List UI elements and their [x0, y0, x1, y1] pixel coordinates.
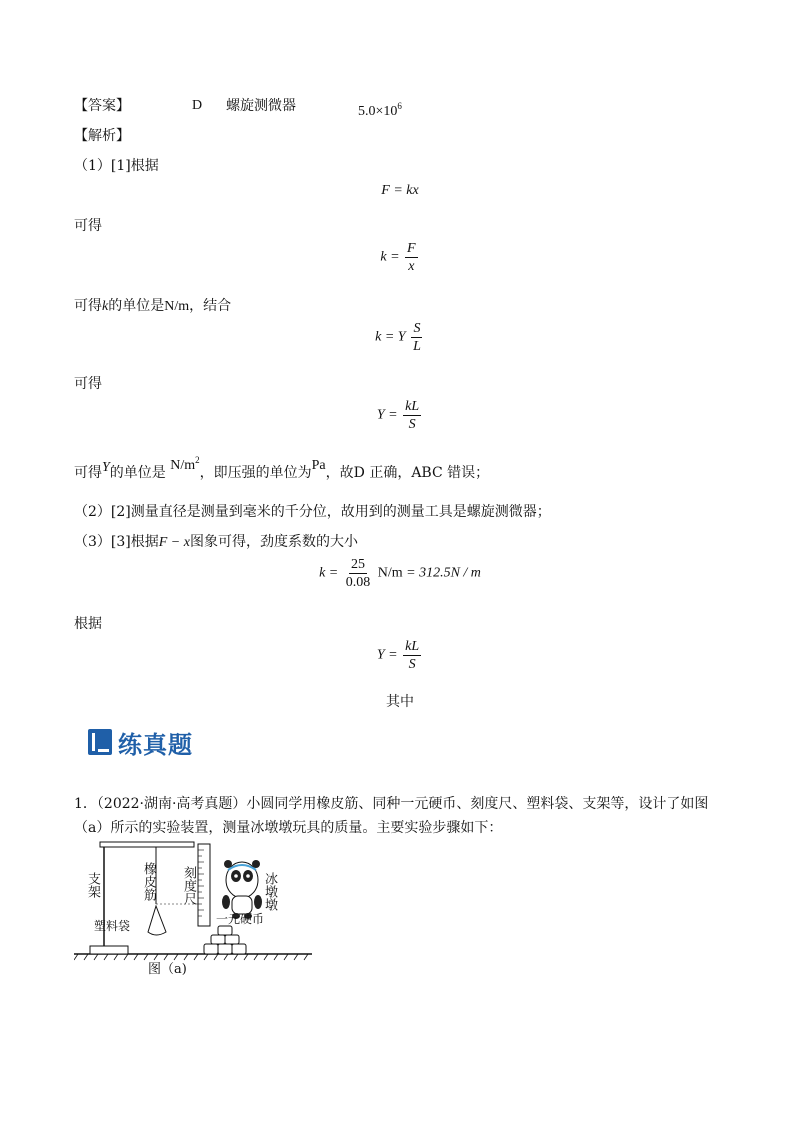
answer-line	[74, 96, 402, 119]
equation-5: k = $\frac{25}{0.08}$ N/m = 312.5N / m	[319, 557, 481, 590]
section-title: 练真题	[118, 730, 193, 759]
equation-1: F = kx	[381, 183, 419, 198]
label-ruler: 刻度尺	[181, 866, 196, 905]
answer-label: 【答案】	[74, 98, 130, 114]
equation-6: Y = $\frac{kL}{S}$	[376, 639, 420, 672]
answer-tool: 螺旋测微器	[226, 98, 296, 114]
stand-arm	[100, 842, 194, 847]
ground-hatch	[74, 954, 308, 960]
equation-4: Y = $\frac{kL}{S}$	[376, 399, 420, 432]
label-stand: 支架	[85, 872, 100, 898]
step1-intro: （1）[1]根据	[74, 158, 159, 174]
equation-3: k = Y $\frac{S}{L}$	[375, 321, 421, 354]
book-icon	[88, 729, 112, 755]
question-1-line-2: （a）所示的实验装置，测量冰墩墩玩具的质量。主要实验步骤如下：	[74, 820, 503, 836]
text-kede-1: 可得	[74, 218, 102, 234]
doll-figure	[222, 860, 262, 919]
stand-base	[90, 946, 128, 954]
analysis-label: 【解析】	[74, 128, 130, 144]
figure-caption: 图（a)	[148, 962, 187, 977]
step2: （2）[2]测量直径是测量到毫米的千分位，故用到的测量工具是螺旋测微器；	[74, 504, 551, 520]
coin-stack	[204, 926, 246, 954]
step3: （3）[3]根据F − x图象可得，劲度系数的大小	[74, 534, 358, 550]
label-doll: 冰墩墩	[262, 872, 277, 911]
text-qizhong: 其中	[386, 694, 414, 710]
label-rubber-band: 橡皮筋	[141, 862, 156, 901]
answer-value: $5.0\times 10^6$	[358, 101, 402, 119]
figure-a	[74, 836, 314, 986]
unit-line-k: 可得k的单位是N/m，结合	[74, 298, 232, 314]
label-bag: 塑料袋	[94, 919, 131, 933]
unit-line-y: 可得Y的单位是 $N/m^2$，即压强的单位为Pa，故D 正确，ABC 错误；	[74, 455, 490, 481]
equation-2: k = $\frac{F}{x}$	[380, 241, 416, 274]
answer-choice: D	[192, 98, 203, 113]
label-coins: 一元硬币	[216, 912, 265, 926]
text-genju: 根据	[74, 616, 102, 632]
question-1-line-1: 1．（2022·湖南·高考真题）小圆同学用橡皮筋、同种一元硬币、刻度尺、塑料袋、支架等，设计了如图	[74, 796, 709, 812]
text-kede-2: 可得	[74, 376, 102, 392]
plastic-bag	[148, 906, 166, 935]
section-heading	[88, 722, 193, 762]
question-1	[74, 792, 734, 840]
